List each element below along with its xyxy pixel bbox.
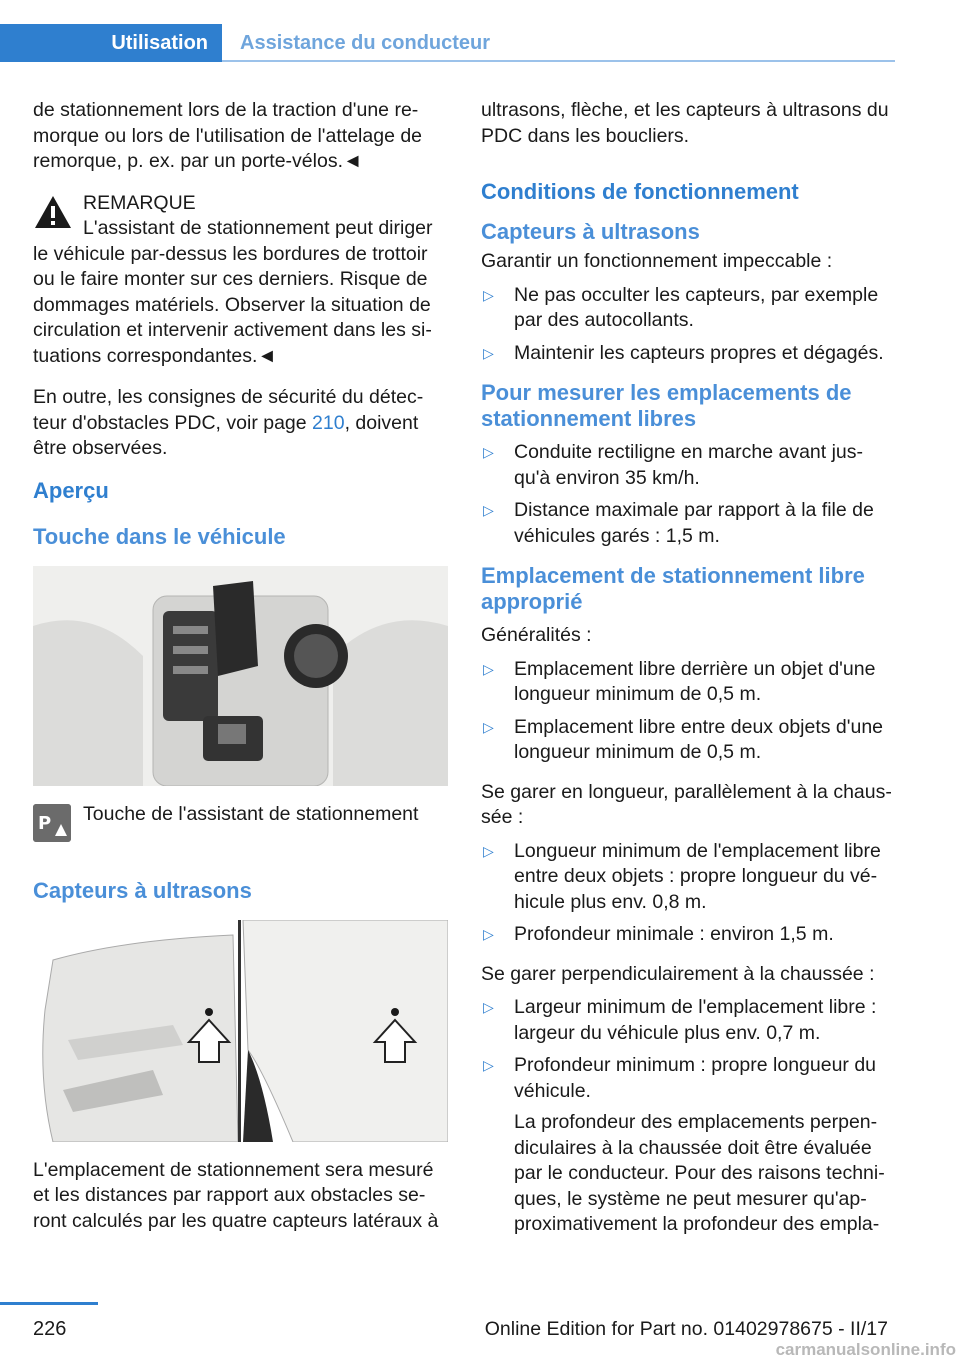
- heading-capteurs: Capteurs à ultrasons: [33, 877, 252, 903]
- warning-triangle-icon: [33, 193, 73, 231]
- parking-assistant-icon: [33, 804, 71, 842]
- paragraph: L'emplacement de stationnement sera mesuré et les distances par rapport aux obstacles se-ront calculés par les quatre capteurs latéraux à: [33, 1158, 439, 1232]
- triangle-bullet-icon: ▷: [483, 842, 494, 859]
- chapter-tab: Assistance du conducteur: [240, 32, 491, 54]
- triangle-bullet-icon: ▷: [483, 344, 494, 361]
- paragraph: En outre, les consignes de sécurité du détec-teur d'obstacles PDC, voir page 210, doivent être observées.: [33, 386, 424, 459]
- heading-mesurer: Pour mesurer les emplacements de stationnement libres: [481, 380, 852, 431]
- paragraph: Garantir un fonctionnement impeccable :: [481, 250, 833, 272]
- triangle-bullet-icon: ▷: [483, 999, 494, 1015]
- heading-apercu: Aperçu: [33, 477, 109, 503]
- paragraph: Se garer perpendiculairement à la chaussée :: [481, 962, 875, 985]
- list-item: ▷ Maintenir les capteurs propres et dégagés.: [481, 341, 896, 367]
- triangle-bullet-icon: ▷: [483, 926, 494, 942]
- list: [481, 283, 896, 367]
- warning-note: [33, 191, 448, 370]
- triangle-bullet-icon: ▷: [483, 286, 494, 303]
- note-first-line: L'assistant de stationnement peut diriger: [83, 217, 433, 239]
- edition-text: Online Edition for Part no. 01402978675 - II/17: [484, 1318, 888, 1340]
- watermark: carmanualsonline.info: [775, 1340, 956, 1359]
- list-item: ▷ Longueur minimum de l'emplacement libre entre deux objets : propre longueur du vé-hicule plus env. 0,8 m.: [483, 839, 881, 913]
- list-item: ▷ Distance maximale par rapport à la file de véhicules garés : 1,5 m.: [483, 499, 874, 547]
- footer-rule: [0, 1302, 98, 1305]
- list: [481, 657, 896, 766]
- list-item: ▷ Emplacement libre derrière un objet d'une longueur minimum de 0,5 m.: [483, 657, 876, 705]
- icon-caption: [33, 802, 448, 842]
- left-column: [33, 98, 448, 1250]
- paragraph: de stationnement lors de la traction d'une re-morque ou lors de l'utilisation de l'attelage de remorque, p. ex. par un porte-vélos.◄: [33, 99, 423, 172]
- paragraph: ultrasons, flèche, et les capteurs à ultrasons du PDC dans les boucliers.: [481, 99, 889, 147]
- paragraph: Se garer en longueur, parallèlement à la chaus-sée :: [481, 780, 892, 828]
- list-item: ▷ Conduite rectiligne en marche avant jus-qu'à environ 35 km/h.: [483, 441, 864, 489]
- section-tab: Utilisation: [0, 24, 222, 62]
- triangle-bullet-icon: ▷: [483, 718, 494, 735]
- heading-touche: Touche dans le véhicule: [33, 523, 286, 549]
- triangle-bullet-icon: ▷: [483, 1057, 494, 1073]
- heading-capteurs-right: Capteurs à ultrasons: [481, 219, 700, 244]
- paragraph: Généralités :: [481, 624, 592, 646]
- list: [481, 839, 896, 948]
- list-item: ▷ Ne pas occulter les capteurs, par exemple par des autocollants.: [483, 283, 879, 331]
- list-item: ▷ Largeur minimum de l'emplacement libre : largeur du véhicule plus env. 0,7 m.: [483, 996, 877, 1044]
- list-item: ▷ Profondeur minimale : environ 1,5 m.: [481, 922, 896, 948]
- page-link[interactable]: 210: [312, 411, 345, 434]
- heading-emplacement: Emplacement de stationnement libre approprié: [481, 563, 865, 614]
- list-sub-paragraph: La profondeur des emplacements perpen-diculaires à la chaussée doit être évaluée par le conducteur. Pour des raisons techni-ques, le système ne peut mesurer qu'ap-proximativement la profondeur des empla-: [514, 1111, 885, 1235]
- triangle-bullet-icon: ▷: [483, 444, 494, 460]
- console-image: [33, 566, 448, 786]
- triangle-bullet-icon: ▷: [483, 502, 494, 518]
- list-item: ▷ Emplacement libre entre deux objets d'une longueur minimum de 0,5 m.: [483, 715, 884, 763]
- list: [481, 995, 896, 1238]
- sensor-image: [33, 920, 448, 1142]
- page-number: 226: [33, 1318, 67, 1340]
- note-label: REMARQUE: [83, 191, 196, 214]
- right-column: [481, 98, 896, 1252]
- header-rule: [222, 60, 895, 62]
- list: [481, 440, 896, 549]
- caption-text: Touche de l'assistant de stationnement: [83, 802, 419, 825]
- svg-text:P: P: [38, 812, 52, 834]
- list-item: ▷ Profondeur minimum : propre longueur du véhicule. La profondeur des emplacements perpen-diculaires à la chaussée doit être évaluée par le conducteur. Pour des raisons techni-ques, le système ne peut mesurer qu'ap-proximativement la profondeur des empla-: [481, 1053, 896, 1238]
- heading-conditions: Conditions de fonctionnement: [481, 179, 799, 204]
- page-header: [0, 24, 895, 62]
- triangle-bullet-icon: ▷: [483, 660, 494, 677]
- note-text: le véhicule par-dessus les bordures de trottoir ou le faire monter sur ces derniers. Risque de dommages matériels. Observer la situation de circulation et intervenir activement dans les si-tuations correspondantes.◄: [33, 242, 432, 367]
